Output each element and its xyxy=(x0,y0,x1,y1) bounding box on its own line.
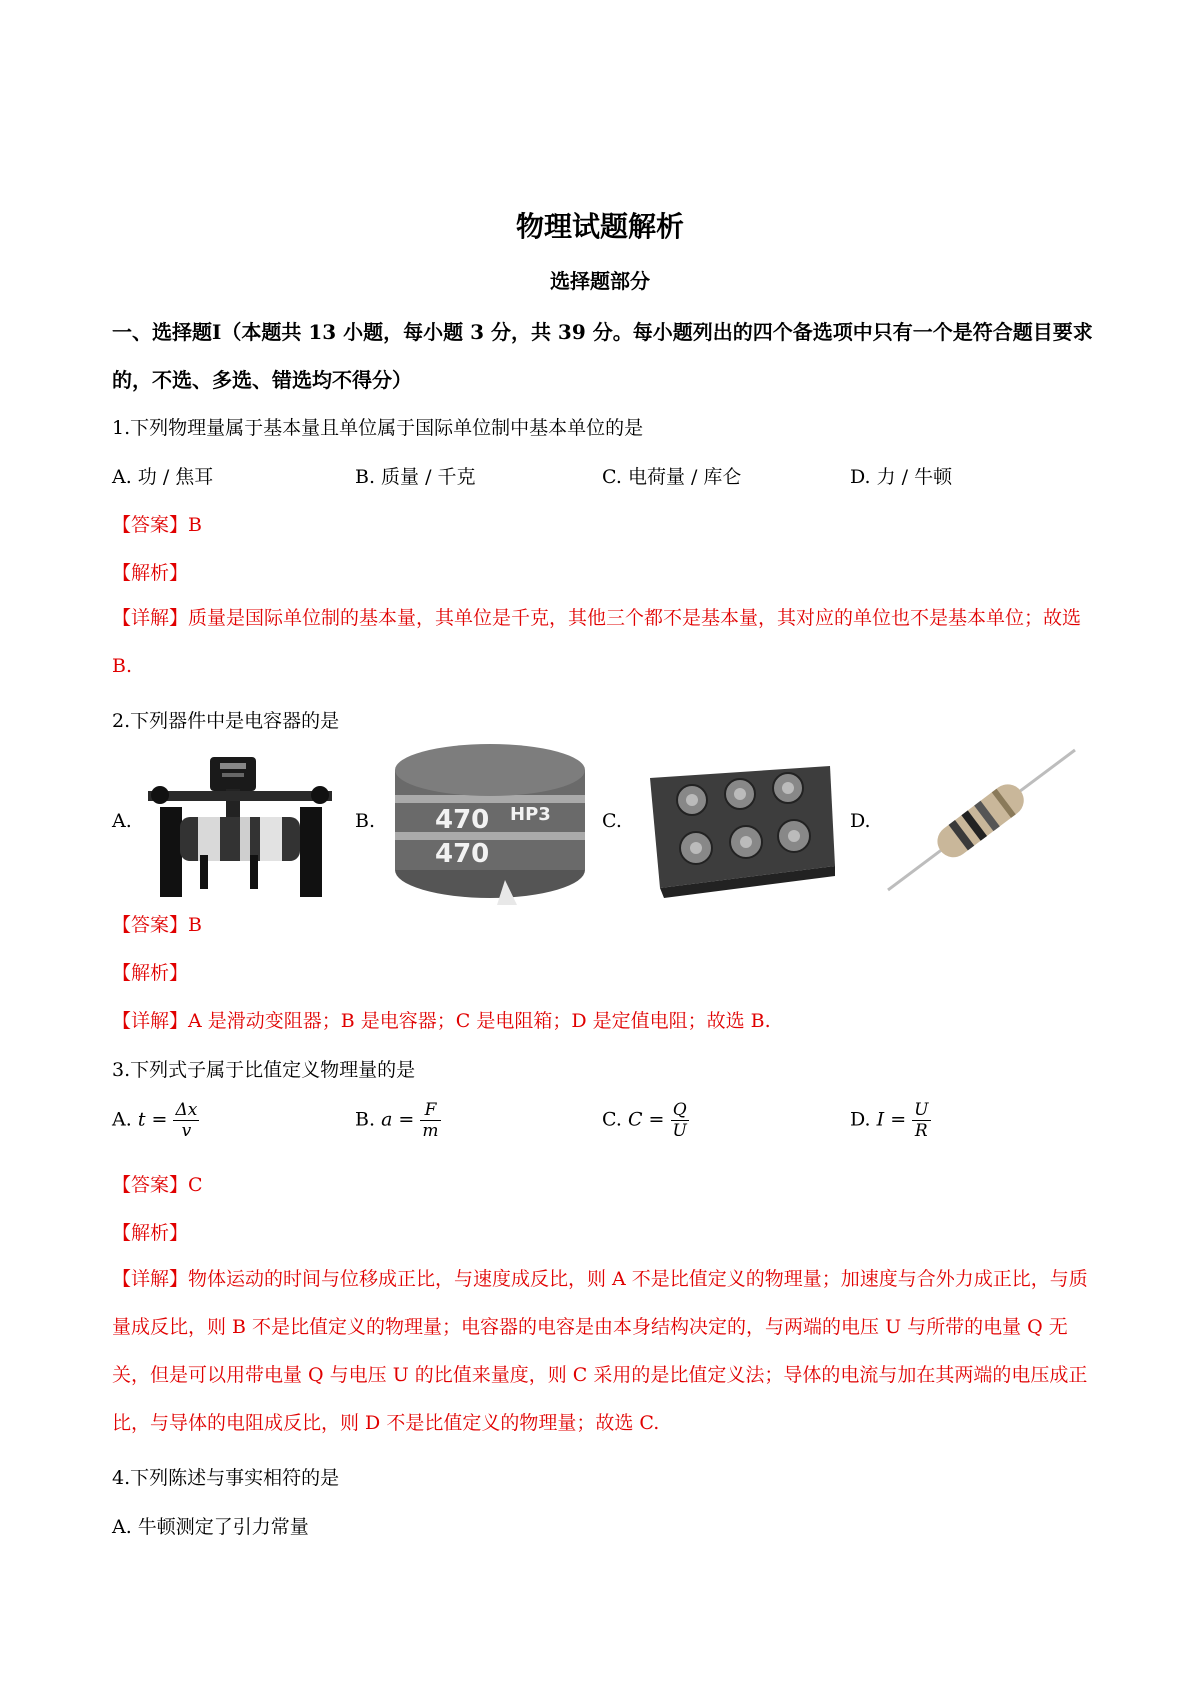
q3-option-a-numerator: Δx xyxy=(175,1100,198,1120)
capacitor-image xyxy=(385,740,595,905)
q3-option-c-lhs: C = xyxy=(627,1108,665,1131)
resistor-image xyxy=(880,745,1080,895)
rheostat-image xyxy=(140,755,340,905)
q2-option-d-label: D. xyxy=(850,810,871,832)
q1-option-b: B. 质量 / 千克 xyxy=(355,466,476,488)
q3-option-d-fraction xyxy=(912,1100,930,1141)
q1-detail: 【详解】质量是国际单位制的基本量，其单位是千克，其他三个都不是基本量，其对应的单位也不是基本单位；故选 B. xyxy=(112,607,1082,677)
q3-option-d-denominator: R xyxy=(914,1121,928,1141)
q3-option-b-lhs: a = xyxy=(381,1108,415,1131)
q3-option-b-numerator: F xyxy=(420,1100,440,1121)
q3-option-a-label: A. xyxy=(112,1108,132,1131)
q3-option-b-denominator: m xyxy=(422,1121,439,1141)
q4-option-a: A. 牛顿测定了引力常量 xyxy=(112,1516,309,1538)
q2-stem: 2.下列器件中是电容器的是 xyxy=(112,710,340,732)
q3-option-c-denominator: U xyxy=(672,1121,687,1141)
q1-analysis: 【解析】 xyxy=(112,562,189,584)
q3-option-d xyxy=(850,1100,931,1141)
q3-answer: 【答案】C xyxy=(112,1174,203,1196)
q1-option-a: A. 功 / 焦耳 xyxy=(112,466,214,488)
q2-option-c-label: C. xyxy=(602,810,622,832)
q3-analysis: 【解析】 xyxy=(112,1222,189,1244)
q2-detail: 【详解】A 是滑动变阻器；B 是电容器；C 是电阻箱；D 是定值电阻；故选 B. xyxy=(112,1010,771,1032)
q3-option-a xyxy=(112,1100,199,1141)
q3-stem: 3.下列式子属于比值定义物理量的是 xyxy=(112,1059,416,1081)
q1-option-c: C. 电荷量 / 库仑 xyxy=(602,466,742,488)
q3-option-a-fraction xyxy=(173,1100,199,1141)
capacitor-label-1: 470 xyxy=(435,805,490,835)
q3-option-c xyxy=(602,1100,689,1141)
q1-answer: 【答案】B xyxy=(112,514,202,536)
q3-option-a-lhs: t = xyxy=(137,1108,168,1131)
q3-option-c-fraction xyxy=(671,1100,689,1141)
q3-option-b-label: B. xyxy=(355,1108,376,1131)
q1-option-d: D. 力 / 牛顿 xyxy=(850,466,953,488)
capacitor-label-3: 470 xyxy=(435,839,490,869)
capacitor-label-2: HP3 xyxy=(510,804,551,825)
q2-answer: 【答案】B xyxy=(112,914,202,936)
page-title: 物理试题解析 xyxy=(515,210,684,243)
q3-option-c-numerator: Q xyxy=(671,1100,689,1121)
q3-option-b xyxy=(355,1100,441,1141)
page-subtitle: 选择题部分 xyxy=(550,269,650,293)
q3-option-d-label: D. xyxy=(850,1108,871,1131)
q3-option-a-denominator: v xyxy=(181,1121,192,1141)
q3-option-d-lhs: I = xyxy=(876,1108,907,1131)
section-header: 一、选择题Ⅰ（本题共 13 小题，每小题 3 分，共 39 分。每小题列出的四个备选项中只有一个是符合题目要求的，不选、多选、错选均不得分） xyxy=(112,320,1093,392)
q2-option-a-label: A. xyxy=(112,810,132,832)
q3-detail: 【详解】物体运动的时间与位移成正比，与速度成反比，则 A 不是比值定义的物理量；加速度与合外力成正比，与质量成反比，则 B 不是比值定义的物理量；电容器的电容是由本身结构决定的，与两端的电压 U 与所带的电量 Q 无关，但是可以用带电量 Q 与电压 U 的比值来量度，则 C 采用的是比值定义法；导体的电流与加在其两端的电压成正比，与导体的电阻成反比，则 D 不是比值定义的物理量；故选 C. xyxy=(112,1268,1088,1434)
q1-stem: 1.下列物理量属于基本量且单位属于国际单位制中基本单位的是 xyxy=(112,417,644,439)
q3-option-b-fraction xyxy=(420,1100,440,1141)
q3-option-c-label: C. xyxy=(602,1108,622,1131)
q4-stem: 4.下列陈述与事实相符的是 xyxy=(112,1467,340,1489)
resistance-box-image xyxy=(630,748,840,898)
q2-option-b-label: B. xyxy=(355,810,376,832)
q2-analysis: 【解析】 xyxy=(112,962,189,984)
q3-option-d-numerator: U xyxy=(914,1100,929,1120)
